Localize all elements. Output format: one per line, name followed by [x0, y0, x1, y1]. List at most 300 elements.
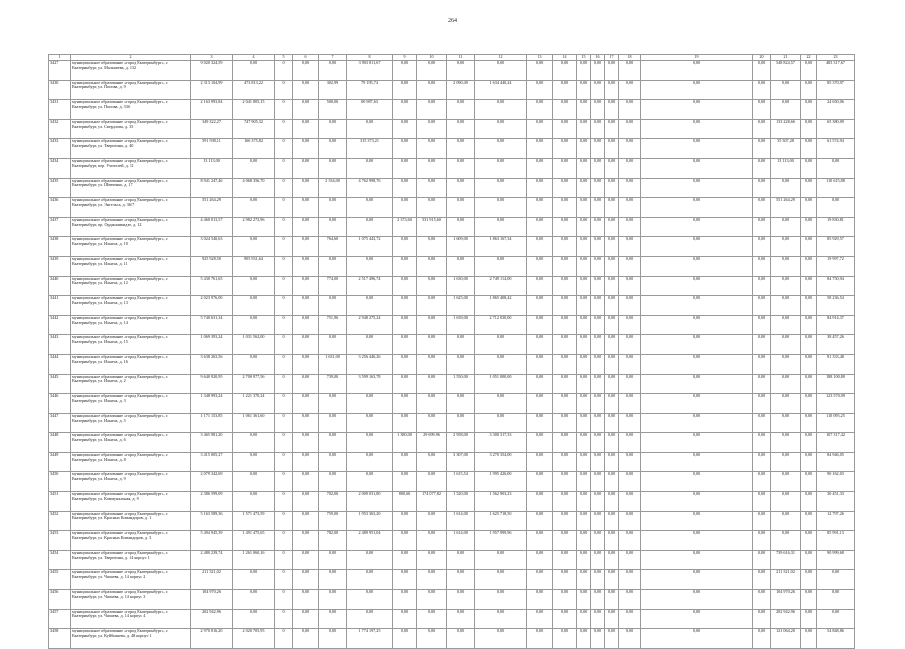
amount-cell: 0,00: [527, 413, 553, 433]
amount-cell: 0,00: [293, 550, 319, 570]
amount-cell: 0,00: [447, 256, 475, 276]
amount-cell: 0,00: [619, 315, 641, 335]
amount-cell: 0,00: [641, 237, 753, 257]
amount-cell: 0,00: [591, 80, 605, 100]
amount-cell: 0,00: [527, 531, 553, 551]
address-cell: муниципальное образование «город Екатеринбург», г. Екатеринбург, ул. Куйбышева, д. 48 корпус 1: [71, 629, 191, 649]
address-cell: муниципальное образование «город Екатеринбург», г. Екатеринбург, ул. Ильича, д. 14: [71, 315, 191, 335]
amount-cell: 0,00: [801, 158, 817, 178]
amount-cell: 0,00: [527, 550, 553, 570]
amount-cell: 0,00: [293, 433, 319, 453]
amount-cell: 0,00: [605, 590, 619, 610]
table-row: [49, 374, 855, 394]
amount-cell: 0,00: [527, 335, 553, 355]
amount-cell: 0,00: [233, 315, 275, 335]
amount-cell: 58 236,54: [817, 296, 855, 316]
amount-cell: 0,00: [347, 158, 393, 178]
amount-cell: 0,00: [577, 217, 591, 237]
amount-cell: 0,00: [577, 492, 591, 512]
amount-cell: 0,00: [393, 452, 417, 472]
amount-cell: 0,00: [801, 433, 817, 453]
amount-cell: 0,00: [801, 629, 817, 649]
amount-cell: 0,00: [393, 237, 417, 257]
amount-cell: 8 941 247,46: [191, 178, 233, 198]
amount-cell: 0,00: [527, 178, 553, 198]
amount-cell: 0,00: [753, 413, 771, 433]
amount-cell: 0,00: [591, 609, 605, 629]
amount-cell: 0,00: [591, 550, 605, 570]
column-number-5: 5: [275, 55, 293, 61]
amount-cell: 0,00: [319, 394, 347, 414]
amount-cell: 0: [275, 472, 293, 492]
amount-cell: 0,00: [641, 511, 753, 531]
amount-cell: 774,00: [319, 276, 347, 296]
amount-cell: 0,00: [417, 394, 447, 414]
amount-cell: 0,00: [319, 413, 347, 433]
amount-cell: 0,00: [417, 550, 447, 570]
amount-cell: 0,00: [319, 570, 347, 590]
amount-cell: 90 162,03: [817, 472, 855, 492]
column-number-12: 12: [475, 55, 527, 61]
table-row: [49, 296, 855, 316]
amount-cell: 0,00: [801, 550, 817, 570]
amount-cell: 0,00: [771, 296, 801, 316]
amount-cell: 0,00: [641, 100, 753, 120]
amount-cell: 0,00: [553, 374, 577, 394]
amount-cell: 0,00: [527, 315, 553, 335]
amount-cell: 0,00: [577, 237, 591, 257]
row-number-cell: 3442: [49, 315, 71, 335]
column-number-22: 22: [801, 55, 817, 61]
table-row: [49, 394, 855, 414]
row-number-cell: 3452: [49, 511, 71, 531]
amount-cell: 0,00: [347, 433, 393, 453]
amount-cell: 0,00: [475, 100, 527, 120]
amount-cell: 2 712 030,00: [475, 315, 527, 335]
amount-cell: 0: [275, 178, 293, 198]
row-number-cell: 3432: [49, 119, 71, 139]
amount-cell: 0,00: [619, 217, 641, 237]
amount-cell: 0,00: [801, 139, 817, 159]
table-row: [49, 178, 855, 198]
amount-cell: 0,00: [393, 335, 417, 355]
amount-cell: 85 929,57: [817, 237, 855, 257]
amount-cell: 9 640 920,95: [191, 374, 233, 394]
amount-cell: 302,99: [319, 80, 347, 100]
amount-cell: 0,00: [293, 80, 319, 100]
amount-cell: 0,00: [771, 511, 801, 531]
amount-cell: 0,00: [591, 61, 605, 81]
amount-cell: 0,00: [553, 217, 577, 237]
address-cell: муниципальное образование «город Екатеринбург», г. Екатеринбург, ул. Ильича, д. 10: [71, 237, 191, 257]
amount-cell: 548 824,57: [771, 61, 801, 81]
amount-cell: 0,00: [753, 433, 771, 453]
amount-cell: 0,00: [641, 119, 753, 139]
amount-cell: 0,00: [641, 61, 753, 81]
amount-cell: 0,00: [591, 413, 605, 433]
amount-cell: 0,00: [619, 256, 641, 276]
row-number-cell: 3454: [49, 550, 71, 570]
amount-cell: 2 334,00: [319, 178, 347, 198]
amount-cell: 85 370,97: [817, 80, 855, 100]
amount-cell: 0,00: [293, 256, 319, 276]
address-cell: муниципальное образование «город Екатеринбург», г. Екатеринбург, ул. Ильича, д. 11: [71, 256, 191, 276]
amount-cell: 0,00: [393, 472, 417, 492]
table-row: [49, 609, 855, 629]
amount-cell: 0,00: [347, 217, 393, 237]
amount-cell: 0,00: [801, 237, 817, 257]
amount-cell: 0,00: [527, 119, 553, 139]
amount-cell: 0: [275, 256, 293, 276]
row-number-cell: 3440: [49, 276, 71, 296]
address-cell: муниципальное образование «город Екатеринбург», г. Екатеринбург, ул. Ильича, д. 2: [71, 374, 191, 394]
amount-cell: 0,00: [475, 354, 527, 374]
amount-cell: 0,00: [619, 570, 641, 590]
amount-cell: 1 520,00: [447, 492, 475, 512]
amount-cell: 0,00: [605, 511, 619, 531]
column-number-4: 4: [233, 55, 275, 61]
amount-cell: 0,00: [605, 158, 619, 178]
amount-cell: 0,00: [319, 158, 347, 178]
amount-cell: 0,00: [577, 315, 591, 335]
table-row: [49, 198, 855, 218]
address-cell: муниципальное образование «город Екатеринбург», г. Екатеринбург, ул. Чапаева, д. 14 корпус 2: [71, 570, 191, 590]
amount-cell: 0,00: [475, 394, 527, 414]
amount-cell: 0,00: [417, 590, 447, 610]
amount-cell: 54 848,86: [817, 629, 855, 649]
amount-cell: 0,00: [641, 590, 753, 610]
amount-cell: 0,00: [577, 413, 591, 433]
amount-cell: 0: [275, 354, 293, 374]
amount-cell: 0,00: [233, 237, 275, 257]
amount-cell: 0,00: [605, 452, 619, 472]
amount-cell: 0,00: [771, 276, 801, 296]
amount-cell: 0,00: [527, 590, 553, 610]
amount-cell: 0,00: [319, 256, 347, 276]
amount-cell: 0,00: [577, 452, 591, 472]
amount-cell: 0,00: [801, 119, 817, 139]
amount-cell: 0,00: [417, 452, 447, 472]
amount-cell: 0,00: [393, 276, 417, 296]
amount-cell: 0,00: [591, 570, 605, 590]
table-row: [49, 217, 855, 237]
amount-cell: 0,00: [233, 452, 275, 472]
amount-cell: 0,00: [393, 531, 417, 551]
amount-cell: 81 333,48: [817, 354, 855, 374]
amount-cell: 0: [275, 511, 293, 531]
amount-cell: 0,00: [605, 609, 619, 629]
amount-cell: 0,00: [293, 511, 319, 531]
amount-cell: 0: [275, 119, 293, 139]
amount-cell: 0,00: [753, 139, 771, 159]
amount-cell: 5 163 589,36: [191, 511, 233, 531]
column-number-11: 11: [447, 55, 475, 61]
amount-cell: 0,00: [553, 354, 577, 374]
amount-cell: 4 460 013,57: [191, 217, 233, 237]
register-table: [48, 54, 855, 649]
table-row: [49, 100, 855, 120]
amount-cell: 0,00: [475, 178, 527, 198]
page-number: 264: [448, 18, 457, 24]
amount-cell: 2 517 496,74: [347, 276, 393, 296]
address-cell: муниципальное образование «город Екатеринбург», г. Екатеринбург, ул. Красных Командиров, д. 1: [71, 511, 191, 531]
amount-cell: 1 051 000,00: [475, 374, 527, 394]
row-number-cell: 3427: [49, 61, 71, 81]
table-row: [49, 511, 855, 531]
amount-cell: 0,00: [771, 472, 801, 492]
address-cell: муниципальное образование «город Екатеринбург», г. Екатеринбург, ул. Красных Командиров, д. 3: [71, 531, 191, 551]
amount-cell: 0,00: [641, 472, 753, 492]
amount-cell: 0,00: [417, 511, 447, 531]
amount-cell: 0,00: [591, 256, 605, 276]
amount-cell: 3 270 354,00: [475, 452, 527, 472]
amount-cell: 739 616,31: [771, 550, 801, 570]
amount-cell: 0,00: [475, 119, 527, 139]
amount-cell: 0,00: [417, 100, 447, 120]
amount-cell: 1 221 370,24: [233, 394, 275, 414]
amount-cell: 0,00: [591, 590, 605, 610]
amount-cell: 0,00: [605, 80, 619, 100]
amount-cell: 0,00: [447, 139, 475, 159]
amount-cell: 473 813,22: [233, 80, 275, 100]
amount-cell: 0,00: [293, 119, 319, 139]
amount-cell: 0,00: [753, 452, 771, 472]
amount-cell: 0,00: [475, 335, 527, 355]
amount-cell: 0: [275, 629, 293, 649]
amount-cell: 0,00: [417, 158, 447, 178]
amount-cell: 166 375,82: [233, 139, 275, 159]
amount-cell: 0,00: [591, 178, 605, 198]
address-cell: муниципальное образование «город Екатеринбург», г. Екатеринбург, ул. Энгельса, д. 36/7: [71, 198, 191, 218]
amount-cell: 0,00: [233, 158, 275, 178]
amount-cell: 0,00: [447, 590, 475, 610]
amount-cell: 800,60: [393, 492, 417, 512]
amount-cell: 0,00: [591, 452, 605, 472]
amount-cell: 0,00: [347, 296, 393, 316]
amount-cell: 0,00: [619, 433, 641, 453]
table-row: [49, 590, 855, 610]
amount-cell: 0,00: [553, 394, 577, 414]
amount-cell: 5 430 761,65: [191, 276, 233, 296]
amount-cell: 0,00: [641, 80, 753, 100]
row-number-cell: 3455: [49, 570, 71, 590]
amount-cell: 0,00: [527, 570, 553, 590]
amount-cell: 0,00: [393, 80, 417, 100]
amount-cell: 0,00: [771, 492, 801, 512]
column-number-20: 20: [753, 55, 771, 61]
table-row: [49, 354, 855, 374]
amount-cell: 0,00: [293, 217, 319, 237]
amount-cell: 0,00: [553, 531, 577, 551]
amount-cell: 0,00: [475, 217, 527, 237]
amount-cell: 0,00: [347, 550, 393, 570]
amount-cell: 0,00: [801, 276, 817, 296]
amount-cell: 0: [275, 452, 293, 472]
amount-cell: 0,00: [605, 237, 619, 257]
amount-cell: 0,00: [801, 472, 817, 492]
amount-cell: 0,00: [393, 550, 417, 570]
table-row: [49, 570, 855, 590]
amount-cell: 0,00: [619, 100, 641, 120]
amount-cell: 0,00: [527, 433, 553, 453]
amount-cell: 1 625,00: [447, 296, 475, 316]
amount-cell: 0,00: [641, 492, 753, 512]
amount-cell: 0,00: [293, 139, 319, 159]
amount-cell: 0,00: [817, 590, 855, 610]
amount-cell: 0,00: [801, 413, 817, 433]
amount-cell: 0,00: [577, 354, 591, 374]
amount-cell: 0,00: [801, 492, 817, 512]
amount-cell: 0,00: [605, 276, 619, 296]
amount-cell: 0,00: [771, 256, 801, 276]
amount-cell: 0,00: [771, 531, 801, 551]
amount-cell: 0,00: [553, 550, 577, 570]
row-number-cell: 3448: [49, 433, 71, 453]
amount-cell: 0,00: [591, 394, 605, 414]
amount-cell: 0,00: [417, 296, 447, 316]
amount-cell: 2 163 993,84: [191, 100, 233, 120]
amount-cell: 0,00: [605, 119, 619, 139]
amount-cell: 0,00: [641, 550, 753, 570]
amount-cell: 0,00: [641, 296, 753, 316]
amount-cell: 0,00: [753, 100, 771, 120]
amount-cell: 0,00: [293, 276, 319, 296]
amount-cell: 0,00: [319, 61, 347, 81]
column-number-1: 1: [49, 55, 71, 61]
amount-cell: 0,00: [753, 531, 771, 551]
amount-cell: 0,00: [553, 570, 577, 590]
amount-cell: 0,00: [447, 158, 475, 178]
address-cell: муниципальное образование «город Екатеринбург», г. Екатеринбург, ул. Ильича, д. 6: [71, 433, 191, 453]
amount-cell: 0,00: [577, 61, 591, 81]
amount-cell: 0,00: [393, 315, 417, 335]
amount-cell: 759,00: [319, 511, 347, 531]
amount-cell: 0,00: [641, 139, 753, 159]
amount-cell: 0,00: [293, 629, 319, 649]
amount-cell: 0,00: [553, 629, 577, 649]
amount-cell: 0,00: [417, 198, 447, 218]
amount-cell: 2 023 976,00: [191, 296, 233, 316]
amount-cell: 84 914,37: [817, 315, 855, 335]
amount-cell: 107 317,42: [817, 433, 855, 453]
amount-cell: 0: [275, 158, 293, 178]
amount-cell: 0,00: [417, 374, 447, 394]
column-number-16: 16: [591, 55, 605, 61]
amount-cell: 0,00: [605, 296, 619, 316]
amount-cell: 0,00: [619, 354, 641, 374]
address-cell: муниципальное образование «город Екатеринбург», г. Екатеринбург, ул. Ильича, д. 9: [71, 472, 191, 492]
amount-cell: 2 489 951,04: [347, 531, 393, 551]
amount-cell: 0,00: [801, 335, 817, 355]
amount-cell: 0,00: [319, 550, 347, 570]
amount-cell: 739,00: [319, 374, 347, 394]
amount-cell: 0,00: [527, 452, 553, 472]
amount-cell: 0,00: [417, 335, 447, 355]
amount-cell: 0,00: [753, 61, 771, 81]
row-number-cell: 3444: [49, 354, 71, 374]
amount-cell: 0: [275, 394, 293, 414]
amount-cell: 0: [275, 296, 293, 316]
address-cell: муниципальное образование «город Екатеринбург», г. Екатеринбург, ул. Ильича, д. 8: [71, 452, 191, 472]
amount-cell: 0,00: [753, 472, 771, 492]
amount-cell: 0,00: [619, 413, 641, 433]
amount-cell: 0,00: [553, 119, 577, 139]
amount-cell: 79 195,74: [347, 80, 393, 100]
amount-cell: 0,00: [801, 394, 817, 414]
amount-cell: 0,00: [447, 413, 475, 433]
row-number-cell: 3441: [49, 296, 71, 316]
address-cell: муниципальное образование «город Екатеринбург», г. Екатеринбург, пер. Учителей, д. 11: [71, 158, 191, 178]
amount-cell: 0,00: [417, 119, 447, 139]
row-number-cell: 3436: [49, 198, 71, 218]
amount-cell: 121 064,20: [771, 629, 801, 649]
amount-cell: 0: [275, 413, 293, 433]
table-row: [49, 492, 855, 512]
amount-cell: 2 373,60: [393, 217, 417, 237]
amount-cell: 1 863 167,34: [475, 237, 527, 257]
table-row: [49, 629, 855, 649]
amount-cell: 0,00: [605, 374, 619, 394]
amount-cell: 0,00: [753, 296, 771, 316]
amount-cell: 0,00: [641, 217, 753, 237]
amount-cell: 0,00: [393, 590, 417, 610]
amount-cell: 0,00: [753, 198, 771, 218]
amount-cell: 0,00: [527, 472, 553, 492]
amount-cell: 174 077,82: [417, 492, 447, 512]
table-row: [49, 531, 855, 551]
amount-cell: 0,00: [347, 590, 393, 610]
amount-cell: 0,00: [553, 256, 577, 276]
amount-cell: 0,00: [553, 198, 577, 218]
amount-cell: 0,00: [577, 256, 591, 276]
amount-cell: 0,00: [771, 178, 801, 198]
amount-cell: 0,00: [619, 335, 641, 355]
amount-cell: 202 942,96: [191, 609, 233, 629]
amount-cell: 0,00: [293, 335, 319, 355]
amount-cell: 0,00: [771, 80, 801, 100]
address-cell: муниципальное образование «город Екатеринбург», г. Екатеринбург, ул. Шевченко, д. 17: [71, 178, 191, 198]
amount-cell: 0,00: [577, 178, 591, 198]
amount-cell: 0,00: [577, 139, 591, 159]
amount-cell: 0,00: [753, 492, 771, 512]
amount-cell: 2 749 114,00: [475, 276, 527, 296]
amount-cell: 0,00: [393, 296, 417, 316]
amount-cell: 0,00: [553, 609, 577, 629]
amount-cell: 0,00: [347, 609, 393, 629]
amount-cell: 0,00: [527, 511, 553, 531]
amount-cell: 3 638 263,56: [191, 354, 233, 374]
amount-cell: 0,00: [347, 452, 393, 472]
table-row: [49, 276, 855, 296]
amount-cell: 0,00: [393, 354, 417, 374]
amount-cell: 0,00: [619, 472, 641, 492]
amount-cell: 0,00: [417, 178, 447, 198]
amount-cell: 0,00: [771, 394, 801, 414]
amount-cell: 0,00: [553, 100, 577, 120]
amount-cell: 2 970 816,20: [191, 629, 233, 649]
amount-cell: 0,00: [591, 354, 605, 374]
amount-cell: 0,00: [641, 256, 753, 276]
column-number-9: 9: [393, 55, 417, 61]
amount-cell: 0,00: [553, 139, 577, 159]
amount-cell: 0,00: [293, 237, 319, 257]
row-number-cell: 3439: [49, 256, 71, 276]
amount-cell: 0,00: [475, 139, 527, 159]
amount-cell: 0,00: [753, 550, 771, 570]
amount-cell: 0,00: [417, 570, 447, 590]
amount-cell: 2 041 805,15: [233, 100, 275, 120]
amount-cell: 0,00: [619, 511, 641, 531]
